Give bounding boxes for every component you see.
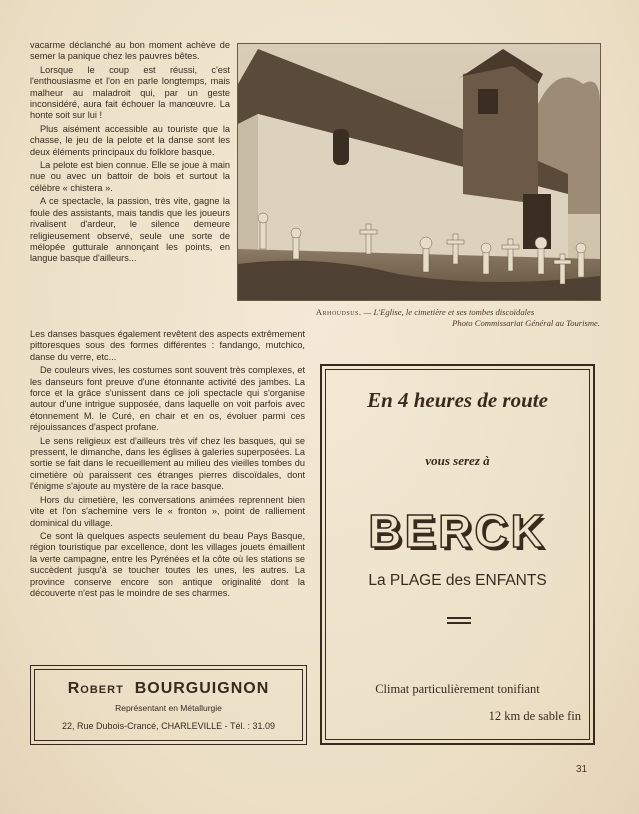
berck-rule — [447, 622, 471, 624]
berck-headline: En 4 heures de route — [367, 388, 548, 412]
berck-brand: BERCK — [368, 505, 547, 557]
article-paragraph: Plus aisément accessible au touriste que la chasse, le jeu de la pelote et la danse sont les deux éléments principaux du folklore basque. — [30, 123, 230, 157]
bourguignon-last-name: BOURGUIGNON — [134, 680, 270, 697]
berck-climate: Climat particulièrement tonifiant — [375, 682, 540, 696]
article-paragraph: De couleurs vives, les costumes sont souvent très complexes, et les danseurs font preuve d'une étonnante activité des jambes. La force et la grâce s'unissent dans ce joli spectacle qui s'organise autour d'une intrigue supposée, dans laquelle on voit parfois avec étonnement M. le Curé, en chair et en os, évoluer parmi ces réjouissances d'aspect profane. — [30, 365, 305, 433]
article-paragraph: Lorsque le coup est réussi, c'est l'enthousiasme et l'on en parle longtemps, mais malheur au maladroit qui, par un geste inconsidéré, aura fait échouer la manœuvre. La honte soit sur lui ! — [30, 64, 230, 121]
berck-subline: vous serez à — [425, 453, 490, 468]
caption-line — [250, 307, 600, 318]
berck-tagline: La PLAGE des ENFANTS — [368, 572, 547, 589]
photo-credit: Photo Commissariat Général au Tourisme. — [452, 318, 600, 328]
caption-place: Arhoudsus. — [315, 307, 362, 317]
article-paragraph: A ce spectacle, la passion, très vite, gagne la foule des assistants, mais tandis que les joueurs rivalisent d'ardeur, le silence demeure religieusement observé, seule une sorte de mélopée gutturale annonçant les points, en langue basque d'ailleurs... — [30, 196, 230, 264]
bourguignon-first-name: Robert — [67, 680, 124, 697]
article-paragraph: Ce sont là quelques aspects seulement du beau Pays Basque, région touristique par excellence, dont les villages jouets émaillent la verte campagne, entre les Pyrénées et la côte où les stations se succèdent jusqu'à se toucher toutes les unes, les autres. La province conserve encore son antique originalité dont la découverte n'est pas le moindre de ses charmes. — [30, 530, 305, 598]
article-paragraph: vacarme déclanché au bon moment achève de semer la panique chez les pauvres bêtes. — [30, 40, 230, 62]
berck-rule — [447, 617, 471, 619]
bourguignon-address: 22, Rue Dubois-Crancé, CHARLEVILLE - Tél. : 31.09 — [62, 721, 275, 731]
page-number: 31 — [576, 764, 588, 775]
article-paragraph: Hors du cimetière, les conversations animées reprennent bien vite et l'on s'achemine vers le « fronton », point de ralliement dominical du village. — [30, 494, 305, 528]
article-paragraph: Le sens religieux est d'ailleurs très vif chez les basques, qui se pressent, le dimanche, dans les églises à galeries superposées. La sortie se fait dans le recueillement au milieu des vieilles tombes du cimetière où paraissent ces étranges pierres discoïdales, dont l'énigme s'ajoute au mystère de la race basque. — [30, 435, 305, 492]
article-left-column — [30, 40, 230, 267]
berck-advertisement — [320, 364, 595, 745]
article-wide-column — [30, 329, 305, 601]
caption-text: — L'Eglise, le cimetière et ses tombes discoïdales — [361, 307, 535, 317]
article-paragraph: La pelote est bien connue. Elle se joue à main nue ou avec un battoir de bois et surtout la célèbre « chistera ». — [30, 160, 230, 193]
berck-beach: 12 km de sable fin — [488, 709, 581, 723]
bourguignon-name — [31, 680, 306, 698]
church-cemetery-illustration — [238, 44, 600, 300]
church-photo — [237, 43, 601, 301]
photo-caption — [250, 307, 600, 329]
bourguignon-role: Représentant en Métallurgie — [115, 703, 222, 713]
bourguignon-advertisement — [30, 665, 307, 745]
article-paragraph: Les danses basques également revêtent des aspects extrêmement pittoresques sous des formes différentes : fandango, mutchico, danse du verre, etc... — [30, 329, 305, 362]
